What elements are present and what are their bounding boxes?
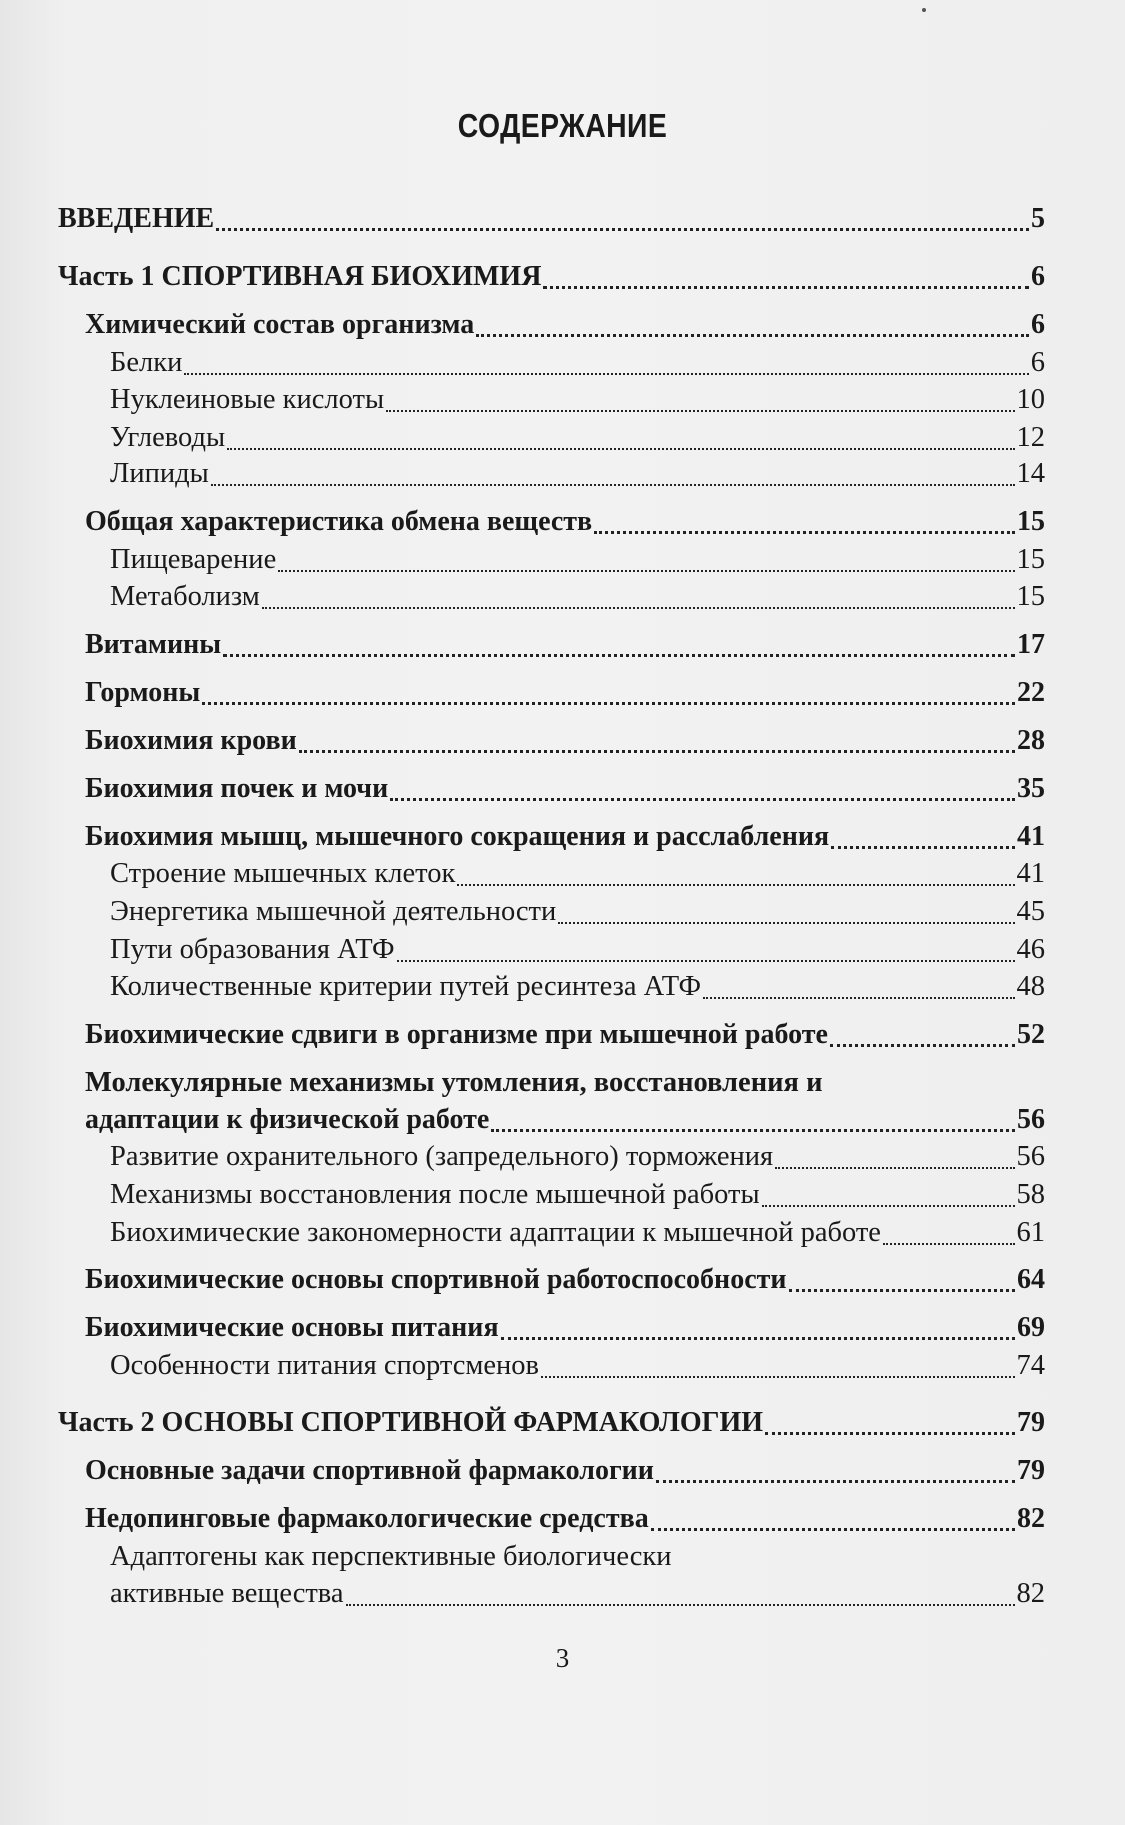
toc-entry-title: ВВЕДЕНИЕ [58, 203, 215, 234]
toc-entry-title: адаптации к физической работе [85, 1104, 490, 1135]
toc-entry[interactable] [110, 419, 1045, 459]
toc-entry[interactable] [110, 931, 1045, 971]
toc-entry[interactable] [85, 1452, 1045, 1492]
toc-entry-page: 52 [1017, 1019, 1045, 1050]
dot-leader [386, 410, 1014, 412]
toc-entry-page: 56 [1016, 1141, 1045, 1172]
dot-leader [184, 373, 1028, 375]
toc-entry[interactable] [110, 1138, 1045, 1178]
toc-entry-page: 15 [1016, 581, 1045, 612]
toc-entry-page: 56 [1017, 1104, 1045, 1135]
toc-entry-title-line: Молекулярные механизмы утомления, восстановления и [85, 1067, 823, 1098]
dot-leader [299, 750, 1015, 753]
toc-entry[interactable] [110, 968, 1045, 1008]
toc-entry-page: 41 [1016, 858, 1045, 889]
toc-entry-title: Количественные критерии путей ресинтеза АТФ [110, 971, 702, 1002]
dot-leader [830, 1044, 1015, 1047]
toc-entry-title: Часть 1 СПОРТИВНАЯ БИОХИМИЯ [58, 261, 542, 292]
toc-entry-title-line: Адаптогены как перспективные биологически [110, 1541, 672, 1572]
toc-entry-title: Биохимия почек и мочи [85, 773, 389, 804]
toc-entry-page: 79 [1017, 1455, 1045, 1486]
toc-entry-page: 74 [1016, 1350, 1045, 1381]
dot-leader [501, 1337, 1015, 1340]
toc-entry-title: Нуклеиновые кислоты [110, 384, 385, 415]
toc-entry[interactable] [85, 1261, 1045, 1301]
toc-entry-page: 82 [1017, 1503, 1045, 1534]
dot-leader [541, 1376, 1014, 1378]
toc-entry[interactable] [110, 1347, 1045, 1387]
dot-leader [216, 228, 1029, 231]
toc-entry-page: 48 [1016, 971, 1045, 1002]
toc-entry-page: 6 [1030, 347, 1045, 378]
toc-entry[interactable] [110, 455, 1045, 495]
dot-leader [202, 702, 1015, 705]
toc-entry-title: Химический состав организма [85, 309, 475, 340]
dot-leader [594, 531, 1015, 534]
toc-entry-title: Строение мышечных клеток [110, 858, 456, 889]
dot-leader [762, 1205, 1015, 1207]
toc-entry-page: 64 [1017, 1264, 1045, 1295]
dot-leader [543, 286, 1029, 289]
toc-entry[interactable] [85, 818, 1045, 858]
toc-entry-title: Энергетика мышечной деятельности [110, 896, 557, 927]
toc-entry[interactable] [110, 381, 1045, 421]
toc-entry-page: 61 [1016, 1217, 1045, 1248]
toc-entry[interactable] [85, 1309, 1045, 1349]
toc-entry-title: Гормоны [85, 677, 201, 708]
toc-entry-page: 12 [1016, 422, 1045, 453]
dot-leader [211, 484, 1015, 486]
toc-entry[interactable] [85, 674, 1045, 714]
toc-entry-title: Особенности питания спортсменов [110, 1350, 540, 1381]
toc-entry[interactable] [85, 1101, 1045, 1141]
toc-entry[interactable] [85, 503, 1045, 543]
dot-leader [775, 1167, 1014, 1169]
toc-entry-page: 82 [1016, 1578, 1045, 1609]
toc-entry-title: Липиды [110, 458, 209, 489]
toc-entry-title: Часть 2 ОСНОВЫ СПОРТИВНОЙ ФАРМАКОЛОГИИ [58, 1407, 764, 1438]
dot-leader [651, 1528, 1015, 1531]
toc-entry-page: 41 [1017, 821, 1045, 852]
toc-entry[interactable] [110, 855, 1045, 895]
dot-leader [558, 922, 1014, 924]
page-number: 3 [555, 1643, 570, 1673]
toc-entry-title: Углеводы [110, 422, 226, 453]
toc-entry[interactable] [58, 200, 1045, 240]
toc-entry[interactable] [85, 1500, 1045, 1540]
toc-entry-page: 14 [1016, 458, 1045, 489]
dot-leader [656, 1480, 1015, 1483]
dot-leader [223, 654, 1015, 657]
toc-entry[interactable] [85, 1016, 1045, 1056]
toc-entry-title: Биохимические закономерности адаптации к мышечной работе [110, 1217, 881, 1248]
dot-leader [789, 1289, 1015, 1292]
toc-entry-page: 5 [1031, 203, 1045, 234]
toc-entry-title: Пищеварение [110, 544, 277, 575]
toc-entry[interactable] [85, 626, 1045, 666]
toc-entry-title: Механизмы восстановления после мышечной работы [110, 1179, 760, 1210]
toc-entry-title: Общая характеристика обмена веществ [85, 506, 593, 537]
toc-entry-page: 15 [1016, 544, 1045, 575]
toc-entry-title: Биохимические основы спортивной работоспособности [85, 1264, 787, 1295]
dot-leader [765, 1432, 1015, 1435]
toc-entry-title: активные вещества [110, 1578, 344, 1609]
dot-leader [262, 607, 1015, 609]
dot-leader [346, 1604, 1015, 1606]
toc-entry-title: Витамины [85, 629, 222, 660]
toc-entry-title: Биохимия мышц, мышечного сокращения и расслабления [85, 821, 830, 852]
toc-entry-title: Основные задачи спортивной фармакологии [85, 1455, 654, 1486]
toc-entry[interactable] [110, 344, 1045, 384]
toc-entry-title: Развитие охранительного (запредельного) торможения [110, 1141, 774, 1172]
toc-entry[interactable] [110, 1575, 1045, 1615]
toc-entry-page: 6 [1031, 261, 1045, 292]
dot-leader [457, 884, 1014, 886]
toc-entry-page: 46 [1016, 934, 1045, 965]
toc-entry-page: 58 [1016, 1179, 1045, 1210]
toc-entry-page: 45 [1016, 896, 1045, 927]
dot-leader [397, 960, 1015, 962]
toc-entry[interactable] [58, 258, 1045, 298]
toc-entry[interactable] [110, 541, 1045, 581]
toc-entry-page: 28 [1017, 725, 1045, 756]
dot-leader [703, 997, 1014, 999]
toc-entry-page: 69 [1017, 1312, 1045, 1343]
toc-entry-page: 17 [1017, 629, 1045, 660]
dot-leader [476, 334, 1029, 337]
dot-leader [831, 846, 1015, 849]
toc-entry[interactable] [58, 1404, 1045, 1444]
toc-entry-page: 35 [1017, 773, 1045, 804]
toc-entry[interactable] [110, 1214, 1045, 1254]
dot-leader [491, 1129, 1015, 1132]
toc-entry[interactable] [110, 578, 1045, 618]
toc-entry-title: Метаболизм [110, 581, 260, 612]
toc-entry-page: 10 [1016, 384, 1045, 415]
toc-entry-title: Недопинговые фармакологические средства [85, 1503, 649, 1534]
toc-entry-page: 15 [1017, 506, 1045, 537]
toc-entry[interactable] [85, 770, 1045, 810]
toc-entry-title: Биохимия крови [85, 725, 297, 756]
dot-leader [227, 448, 1014, 450]
toc-entry-title: Биохимические основы питания [85, 1312, 499, 1343]
toc-entry[interactable] [85, 722, 1045, 762]
dot-leader [278, 570, 1014, 572]
toc-entry-page: 6 [1031, 309, 1045, 340]
toc-entry-page: 79 [1017, 1407, 1045, 1438]
page-title: СОДЕРЖАНИЕ [457, 107, 668, 144]
toc-entry-title: Пути образования АТФ [110, 934, 395, 965]
toc-entry-title: Биохимические сдвиги в организме при мышечной работе [85, 1019, 828, 1050]
toc-entry[interactable] [110, 893, 1045, 933]
dot-leader [390, 798, 1015, 801]
toc-entry-page: 22 [1017, 677, 1045, 708]
dot-leader [883, 1243, 1015, 1245]
toc-entry[interactable] [85, 306, 1045, 346]
toc-entry-title: Белки [110, 347, 183, 378]
toc-entry[interactable] [110, 1176, 1045, 1216]
